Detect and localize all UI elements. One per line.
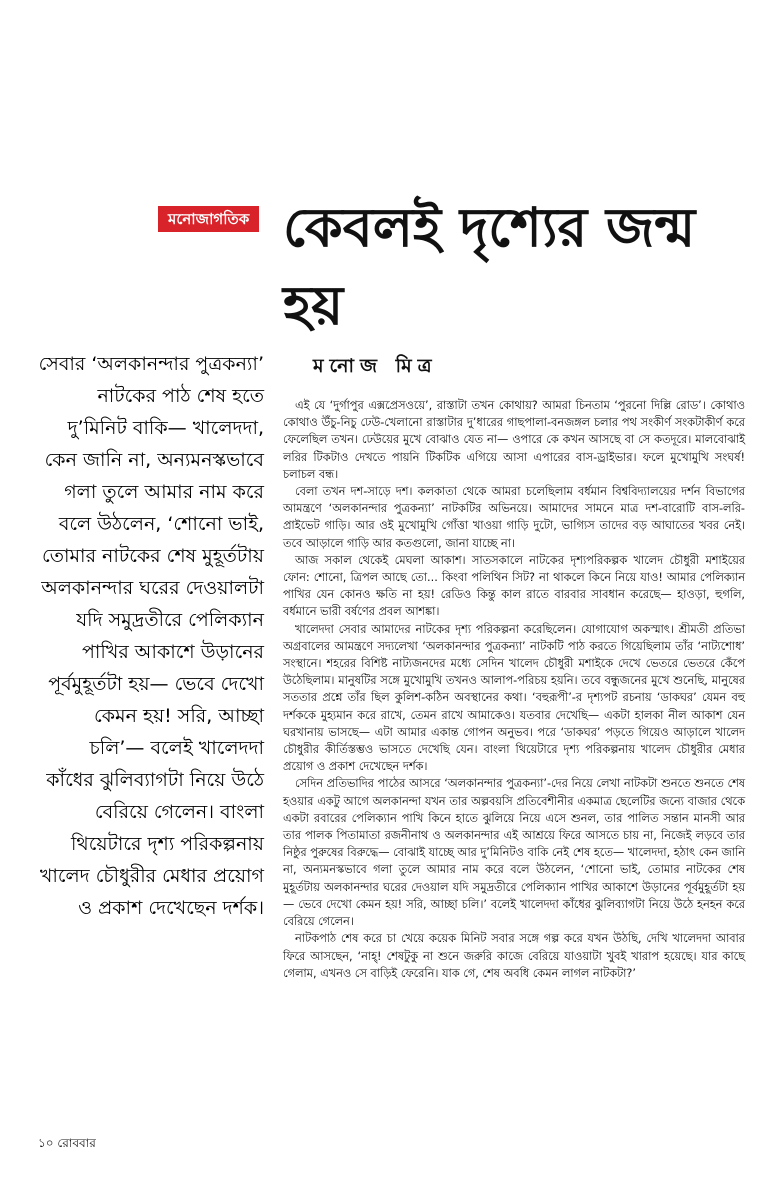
author-byline: মনোজ মিত্র bbox=[313, 355, 438, 377]
article-title: কেবলই দৃশ্যের জন্ম হয় bbox=[283, 195, 696, 337]
category-tag: মনোজাগতিক bbox=[158, 206, 259, 232]
body-paragraph: নাটকপাঠ শেষ করে চা খেয়ে কয়েক মিনিট সবার সঙ্গে গল্প করে যখন উঠছি, দেখি খালেদদা আবার ফিরে আসছেন, ‘নাহ্! শেষটুকু না শুনে জরুরি কাজে বেরিয়ে যাওয়াটা খুবই খারাপ হয়েছে। যার কাছে গেলাম, এখনও সে বাড়িই ফেরেনি। যাক গে, শেষ অবধি কেমন লাগল নাটকটা?’ bbox=[283, 932, 745, 980]
page-folio: ১০ রোববার bbox=[38, 1136, 96, 1150]
body-paragraph: বেলা তখন দশ-সাড়ে দশ। কলকাতা থেকে আমরা চলেছিলাম বর্ধমান বিশ্ববিদ্যালয়ের দর্শন বিভাগের আমন্ত্রণে ‘অলকানন্দার পুত্রকন্যা’ নাটকটির অভিনয়ে। আমাদের সামনে মাত্র দশ-বারোটি বাস-লরি-প্রাইভেট গাড়ি। আর ওই মুখোমুখি গোঁত্তা খাওয়া গাড়ি দুটো, ভাগ্যিস তাদের বড় আঘাতের খবর নেই। তবে আড়ালে গাড়ি আর কতগুলো, জানা যাচ্ছে না। bbox=[283, 485, 745, 550]
body-paragraph: এই যে ‘দুর্গাপুর এক্সপ্রেসওয়ে’, রাস্তাটা তখন কোথায়? আমরা চিনতাম ‘পুরনো দিল্লি রোড’। কোথাও কোথাও উঁচু-নিচু ঢেউ-খেলানো রাস্তাটার দু’ধারের গাছপালা-বনজঙ্গল চলার পথ সংকীর্ণ সংকটাকীর্ণ করে ফেলেছিল তখন। ঢেউয়ের মুখে বোঝাও যেত না— ওপারে কে কখন আসছে বা সে কতদূরে। মালবোঝাই লরির টিকটাও দেখতে পায়নি টিকটিক এগিয়ে আসা এপারের বাস-ড্রাইভার। ফলে মুখোমুখি সংঘর্ষ! চলাচল বন্ধ। bbox=[283, 399, 745, 481]
body-paragraph: আজ সকাল থেকেই মেঘলা আকাশ। সাতসকালে নাটকের দৃশ্যপরিকল্পক খালেদ চৌধুরী মশাইয়ের ফোন: শোনো, ত্রিপল আছে তো... কিংবা পলিথিন সিট? না থাকলে কিনে নিয়ে যাও! আমার পেলিক্যান পাখির যেন কোনও ক্ষতি না হয়! রেডিও কিন্তু কাল রাতে বারবার সাবধান করেছে— হাওড়া, হুগলি, বর্ধমানে ভারী বর্ষণের প্রবল আশঙ্কা। bbox=[283, 553, 745, 619]
pull-quote: সেবার ‘অলকানন্দার পুত্রকন্যা’ নাটকের পাঠ শেষ হতে দু’মিনিট বাকি— খালেদদা, কেন জানি না, অন্যমনস্কভাবে গলা তুলে আমার নাম করে বলে উঠলেন, ‘শোনো ভাই, তোমার নাটকের শেষ মুহূর্তটায় অলকানন্দার ঘরের দেওয়ালটা যদি সমুদ্রতীরে পেলিক্যান পাখির আকাশে উড়ানের পূর্বমুহূর্তটা হয়— ভেবে দেখো কেমন হয়! সরি, আচ্ছা চলি’— বলেই খালেদদা কাঁধের ঝুলিব্যাগটা নিয়ে উঠে বেরিয়ে গেলেন। বাংলা থিয়েটারে দৃশ্য পরিকল্পনায় খালেদ চৌধুরীর মেধার প্রয়োগ ও প্রকাশ দেখেছেন দর্শক। bbox=[38, 353, 264, 919]
article-body bbox=[283, 397, 745, 982]
body-paragraph: সেদিন প্রতিভাদির পাঠের আসরে ‘অলকানন্দার পুত্রকন্যা’-দের নিয়ে লেখা নাটকটা শুনতে শুনতে শেষ হওয়ার একটু আগে অলকানন্দা যখন তার অল্পবয়সি প্রতিবেশীনীর একমাত্র ছেলেটির জন্যে বাজার থেকে একটা রবারের পেলিক্যান পাখি কিনে হাতে ঝুলিয়ে নিয়ে এসে শুনল, তার পালিত সন্তান মানসী আর তার পালক পিতামাতা রজনীনাথ ও অলকানন্দার এই আশ্রয়ে ফিরে আসতে চায় না, নিজেই লড়বে তার নিষ্ঠুর পুরুষের বিরুদ্ধে— বোঝাই যাচ্ছে আর দু’মিনিটও বাকি নেই শেষ হতে— খালেদদা, হঠাৎ কেন জানি না, অন্যমনস্কভাবে গলা তুলে আমার নাম করে বলে উঠলেন, ‘শোনো ভাই, তোমার নাটকের শেষ মুহূর্তটায় অলকানন্দার ঘরের দেওয়াল যদি সমুদ্রতীরে পেলিক্যান পাখির আকাশে উড়ানের পূর্বমুহূর্তটা হয়— ভেবে দেখো কেমন হয়! সরি, আচ্ছা চলি।’ বলেই খালেদদা কাঁধের ঝুলিব্যাগটা নিয়ে উঠে হনহন করে বেরিয়ে গেলেন। bbox=[283, 777, 745, 929]
body-paragraph: খালেদদা সেবার আমাদের নাটকের দৃশ্য পরিকল্পনা করেছিলেন। যোগাযোগ অকস্মাৎ। শ্রীমতী প্রতিভা অগ্রবালের আমন্ত্রণে সদ্যলেখা ‘অলকানন্দার পুত্রকন্যা’ নাটকটি পাঠ করতে গিয়েছিলাম তাঁর ‘নাট্যশোধ’ সংস্থানে। শহরের বিশিষ্ট নাট্যজনদের মধ্যে সেদিন খালেদ চৌধুরী মশাইকে দেখে ভেতরে ভেতরে কেঁপে উঠেছিলাম। মানুষটির সঙ্গে মুখোমুখি তখনও আলাপ-পরিচয় হয়নি। তবে বন্ধুজনের মুখে শুনেছি, মানুষের সততার প্রশ্নে তাঁর ছিল কুলিশ-কঠিন অবস্থানের কথা। ‘বহুরূপী’-র দৃশ্যপট রচনায় ‘ডাকঘর’ যেমন বহু দর্শককে মুহ্যমান করে রাখে, তেমন রাখে আমাকেও। যতবার দেখেছি— একটা হালকা নীল আকাশ যেন ঘরখানায় ভাসছে— এটা আমার একান্ত গোপন অনুভব। পরে ‘ডাকঘর’ পড়তে গিয়েও আড়ালে খালেদ চৌধুরীর কীর্তিস্তম্ভও ভাসতে দেখেছি যেন। বাংলা থিয়েটারে দৃশ্য পরিকল্পনায় খালেদ চৌধুরীর মেধার প্রয়োগ ও প্রকাশ দেখেছেন দর্শক। bbox=[283, 622, 745, 774]
